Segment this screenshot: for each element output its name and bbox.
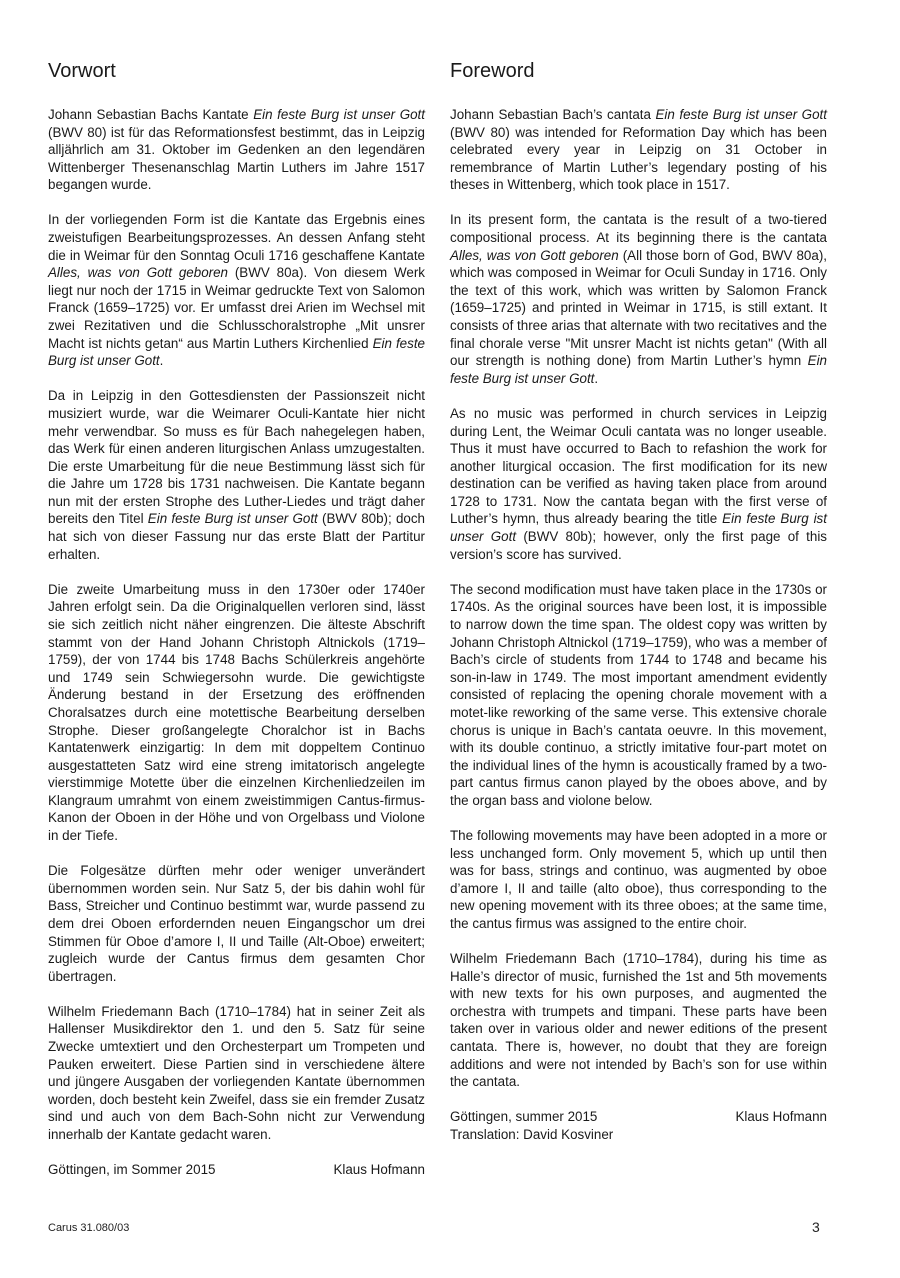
paragraph-text: In der vorliegenden Form ist die Kantate das Ergebnis eines zweistufigen Bearbeitungsprozesses. An dessen Anfang steht die in Weimar für den Sonntag Oculi 1716 geschaffene Kantate: [48, 212, 425, 263]
body-paragraph: [450, 211, 827, 387]
italic-title-text: Ein feste Burg ist unser Gott: [450, 353, 827, 386]
paragraph-text: Die zweite Umarbeitung muss in den 1730er oder 1740er Jahren erfolgt sein. Da die Originalquellen verloren sind, lässt sie sich zeitlich nicht näher eingrenzen. Die älteste Abschrift stammt von der Hand Johann Christoph Altnickols (1719–1759), der von 1744 bis 1748 Bachs Schülerkreis angehörte und 1749 sein Schwiegersohn wurde. Die gewichtigste Änderung bestand in der Ersetzung des eröffnenden Choralsatzes durch eine motettische Bearbeitung derselben Strophe. Dieser großangelegte Choralchor ist in Bachs Kantatenwerk einzigartig: In dem mit doppeltem Continuo ausgestatteten Satz wird eine streng imitatorisch angelegte vierstimmige Motette über die einzelnen Kirchenliedzeilen im Klangraum umrahmt von einem zweistimmigen Cantus-firmus-Kanon der Oboen in der Höhe und von Orgelbass und Violone in der Tiefe.: [48, 581, 425, 844]
body-paragraph: [450, 827, 827, 933]
paragraph-text: (BWV 80a). Von diesem Werk liegt nur noch der 1715 in Weimar gedruckte Text von Salomon Franck (1659–1725) vor. Er umfasst drei Arien im Wechsel mit zwei Rezitativen und die Schlusschoralstrophe „Mit unsrer Macht ist nichts getan“ aus Martin Luthers Kirchenlied: [48, 265, 425, 351]
italic-title-text: Ein feste Burg ist unser Gott: [655, 107, 827, 122]
paragraph-text: As no music was performed in church services in Leipzig during Lent, the Weimar Oculi cantata was no longer useable. Thus it must have occurred to Bach to refashion the work for another liturgical occasion. The first modification for its new destination can be verified as having taken place from around 1728 to 1731. Now the cantata began with the first verse of Luther’s hymn, thus already bearing the title: [450, 405, 827, 527]
paragraph-text: (All those born of God, BWV 80a), which was composed in Weimar for Oculi Sunday in 1716. Only the text of this work, which was written by Salomon Franck (1659–1725) and printed in Weimar in 1715, is still extant. It consists of three arias that alternate with two recitatives and the final chorale verse "Mit unsrer Macht ist nichts getan" (With all our strength is nothing done) from Martin Luther’s hymn: [450, 247, 827, 369]
page-number: 3: [812, 1219, 820, 1235]
italic-title-text: Ein feste Burg ist unser Gott: [253, 107, 426, 122]
body-paragraph: [48, 106, 425, 194]
italic-title-text: Alles, was von Gott geboren: [450, 247, 619, 263]
foreword-translation-credit: Translation: David Kosviner: [450, 1126, 614, 1142]
italic-title-text: Ein feste Burg ist unser Gott: [147, 511, 318, 527]
paragraph-text: (BWV 80) ist für das Reformationsfest bestimmt, das in Leipzig alljährlich am 31. Oktober im Gedenken an den legendären Wittenberger Thesenanschlag Martin Luthers im Jahre 1517 begangen wurde.: [48, 124, 425, 193]
paragraph-text: Da in Leipzig in den Gottesdiensten der Passionszeit nicht musiziert wurde, war die Weimarer Oculi-Kantate hier nicht mehr verwendbar. So muss es für Bach nahegelegen haben, das Werk für einen anderen liturgischen Anlass umzugestalten. Die erste Umarbeitung für die neue Bestimmung lässt sich für die Jahre um 1728 bis 1731 nachweisen. Die Kantate begann nun mit der ersten Strophe des Luther-Liedes und trägt daher bereits den Titel: [48, 388, 425, 527]
foreword-heading: Foreword: [450, 60, 535, 82]
body-paragraph: [48, 211, 425, 369]
foreword-column: [450, 58, 827, 1143]
catalog-number: Carus 31.080/03: [48, 1222, 130, 1234]
italic-title-text: Alles, was von Gott geboren: [48, 265, 228, 281]
body-paragraph: [48, 581, 425, 845]
foreword-body: [450, 106, 827, 1091]
vorwort-column: [48, 58, 425, 1179]
body-paragraph: [48, 862, 425, 985]
body-paragraph: [48, 387, 425, 563]
body-paragraph: [450, 950, 827, 1091]
body-paragraph: [450, 405, 827, 563]
paragraph-text: .: [594, 370, 599, 386]
paragraph-text: (BWV 80b); however, only the first page of this version’s score has survived.: [450, 529, 827, 562]
vorwort-heading: Vorwort: [48, 60, 116, 82]
foreword-signature: [450, 1108, 827, 1126]
paragraph-text: In its present form, the cantata is the result of a two-tiered compositional process. At its beginning there is the cantata: [450, 212, 827, 246]
paragraph-text: Wilhelm Friedemann Bach (1710–1784) hat in seiner Zeit als Hallenser Musikdirektor den 1. und den 5. Satz für seine Zwecke umtextiert und den Orchesterpart um Trompeten und Pauken erweitert. Diese Partien sind in verschiedene ältere und jüngere Ausgaben der vorliegenden Kantate übernommen worden, doch besteht kein Zweifel, dass sie ein fremder Zusatz sind und auch von dem Bach-Sohn nicht zur Verwendung innerhalb der Kantate gedacht waren.: [48, 1003, 425, 1142]
paragraph-text: Wilhelm Friedemann Bach (1710–1784), during his time as Halle’s director of music, furnished the 1st and 5th movements with new texts for his own purposes, and augmented the orchestra with trumpets and timpani. These parts have been taken over in various older and newer editions of the present cantata. There is, however, no doubt that they are foreign additions and were not intended by Bach’s son for use within the cantata.: [450, 951, 827, 1090]
foreword-author: Klaus Hofmann: [735, 1109, 827, 1125]
paragraph-text: Johann Sebastian Bach’s cantata: [450, 107, 656, 122]
vorwort-author: Klaus Hofmann: [333, 1162, 425, 1178]
paragraph-text: (BWV 80) was intended for Reformation Day which has been celebrated every year in Leipzig on 31 October in remembrance of Martin Luther’s legendary posting of his theses in Wittenberg, which took place in 1517.: [450, 124, 827, 193]
body-paragraph: [48, 1003, 425, 1144]
italic-title-text: Ein feste Burg ist unser Gott: [450, 511, 827, 545]
vorwort-place-date: Göttingen, im Sommer 2015: [48, 1162, 216, 1178]
vorwort-signature: [48, 1161, 425, 1179]
body-paragraph: [450, 106, 827, 194]
paragraph-text: Johann Sebastian Bachs Kantate: [48, 107, 254, 122]
paragraph-text: The second modification must have taken place in the 1730s or 1740s. As the original sources have been lost, it is impossible to narrow down the time span. The oldest copy was written by Johann Christoph Altnickol (1719–1759), who was a member of Bach’s circle of students from 1744 to 1748 and became his son-in-law in 1749. The most important amendment evidently consisted of replacing the opening chorale movement with a motet-like reworking of the same verse. This extensive chorale chorus is unique in Bach’s cantata oeuvre. In this movement, with its double continuo, a strictly imitative four-part motet on the individual lines of the hymn is acoustically framed by a two-part cantus firmus canon played by the oboes above, and by the organ bass and violone below.: [450, 581, 827, 808]
vorwort-body: [48, 106, 425, 1144]
body-paragraph: [450, 581, 827, 810]
foreword-place-date: Göttingen, summer 2015: [450, 1109, 598, 1125]
paragraph-text: (BWV 80b); doch hat sich von dieser Fassung nur das erste Blatt der Partitur erhalten.: [48, 511, 425, 562]
paragraph-text: The following movements may have been adopted in a more or less unchanged form. Only movement 5, which up until then was for bass, strings and continuo, was augmented by oboe d’amore I, II and taille (alto oboe), thus corresponding to the new opening movement with its three oboes; at the same time, the cantus firmus was assigned to the entire choir.: [450, 827, 827, 931]
italic-title-text: Ein feste Burg ist unser Gott: [48, 335, 425, 369]
paragraph-text: Die Folgesätze dürften mehr oder weniger unverändert übernommen worden sein. Nur Satz 5, der bis dahin wohl für Bass, Streicher und Continuo bestimmt war, wurde passend zu dem drei Oboen erfordernden neuen Eingangschor um drei Stimmen für Oboe d’amore I, II und Taille (Alt-Oboe) erweitert; zugleich wurde der Cantus firmus dem gesamten Chor übertragen.: [48, 863, 425, 984]
paragraph-text: .: [159, 353, 164, 369]
